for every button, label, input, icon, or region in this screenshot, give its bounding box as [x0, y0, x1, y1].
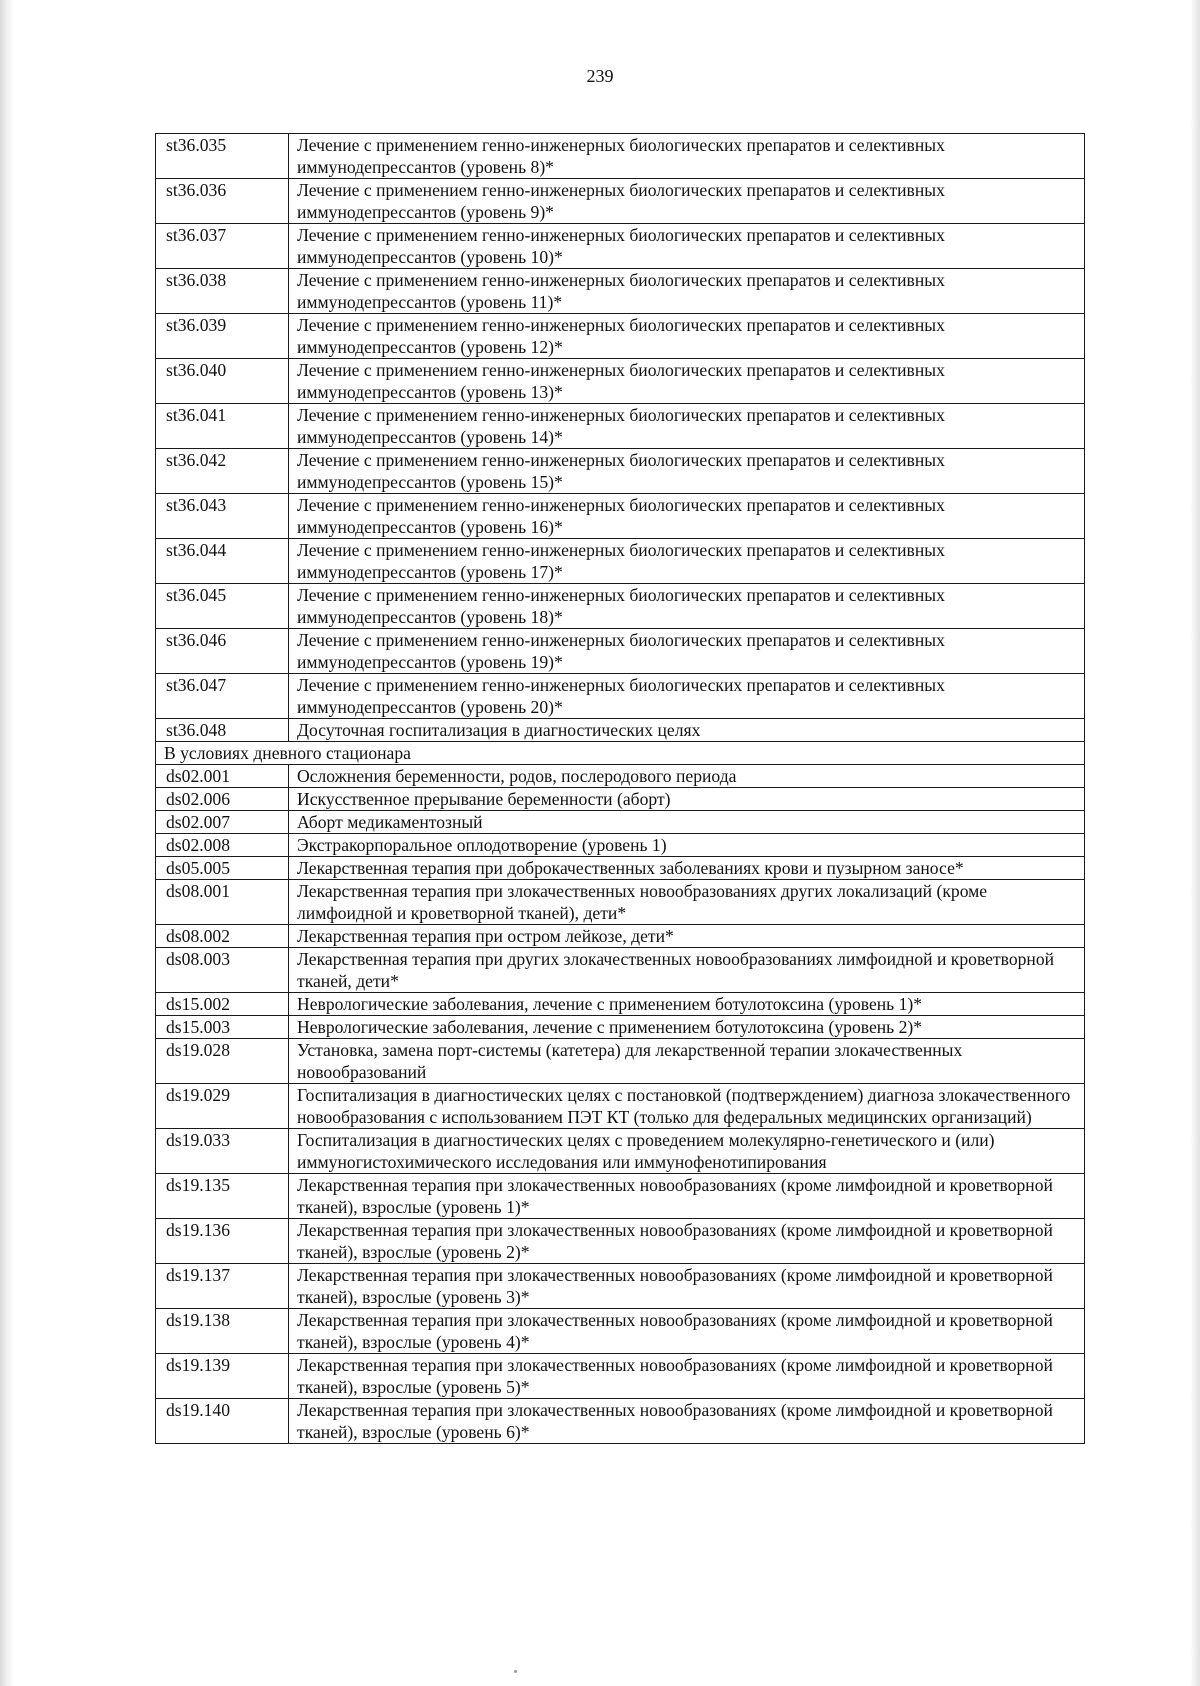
- name-cell: Госпитализация в диагностических целях с проведением молекулярно-генетического и (или) иммуногистохимического исследования или иммунофенотипирования: [289, 1129, 1085, 1174]
- code-cell: st36.042: [156, 449, 289, 494]
- table-row: [156, 179, 1085, 224]
- code-cell: ds19.029: [156, 1084, 289, 1129]
- table-row: [156, 880, 1085, 925]
- table-row: [156, 834, 1085, 857]
- name-cell: Лечение с применением генно-инженерных биологических препаратов и селективных иммунодепрессантов (уровень 10)*: [289, 224, 1085, 269]
- table-row: [156, 449, 1085, 494]
- code-cell: ds19.028: [156, 1039, 289, 1084]
- table-row: [156, 948, 1085, 993]
- table-row: [156, 1399, 1085, 1444]
- code-cell: st36.041: [156, 404, 289, 449]
- name-cell: Лечение с применением генно-инженерных биологических препаратов и селективных иммунодепрессантов (уровень 15)*: [289, 449, 1085, 494]
- table-row: [156, 674, 1085, 719]
- table-row: [156, 539, 1085, 584]
- table-row: [156, 1016, 1085, 1039]
- code-cell: st36.035: [156, 134, 289, 179]
- code-cell: st36.040: [156, 359, 289, 404]
- table-row: [156, 811, 1085, 834]
- table-row: [156, 1264, 1085, 1309]
- codes-table: [155, 133, 1085, 1444]
- table-row: [156, 1174, 1085, 1219]
- table-row: [156, 224, 1085, 269]
- table-row: [156, 314, 1085, 359]
- table-row: [156, 359, 1085, 404]
- name-cell: Неврологические заболевания, лечение с применением ботулотоксина (уровень 2)*: [289, 1016, 1085, 1039]
- code-cell: ds02.007: [156, 811, 289, 834]
- code-cell: ds19.033: [156, 1129, 289, 1174]
- table-row: [156, 765, 1085, 788]
- table-row: [156, 269, 1085, 314]
- section-title: В условиях дневного стационара: [156, 742, 1085, 765]
- name-cell: Лекарственная терапия при злокачественных новообразованиях (кроме лимфоидной и кроветворной тканей), взрослые (уровень 5)*: [289, 1354, 1085, 1399]
- code-cell: st36.036: [156, 179, 289, 224]
- table-row: [156, 719, 1085, 742]
- name-cell: Лечение с применением генно-инженерных биологических препаратов и селективных иммунодепрессантов (уровень 14)*: [289, 404, 1085, 449]
- name-cell: Лечение с применением генно-инженерных биологических препаратов и селективных иммунодепрессантов (уровень 9)*: [289, 179, 1085, 224]
- code-cell: ds15.003: [156, 1016, 289, 1039]
- code-cell: st36.048: [156, 719, 289, 742]
- code-cell: st36.047: [156, 674, 289, 719]
- name-cell: Лечение с применением генно-инженерных биологических препаратов и селективных иммунодепрессантов (уровень 11)*: [289, 269, 1085, 314]
- table-row: [156, 584, 1085, 629]
- code-cell: ds08.001: [156, 880, 289, 925]
- scan-edge-right: [1190, 0, 1200, 1686]
- name-cell: Лекарственная терапия при остром лейкозе, дети*: [289, 925, 1085, 948]
- table-row: [156, 925, 1085, 948]
- table-row: [156, 629, 1085, 674]
- code-cell: st36.039: [156, 314, 289, 359]
- name-cell: Лечение с применением генно-инженерных биологических препаратов и селективных иммунодепрессантов (уровень 8)*: [289, 134, 1085, 179]
- table-row: [156, 1354, 1085, 1399]
- code-cell: ds19.140: [156, 1399, 289, 1444]
- table-row: [156, 1219, 1085, 1264]
- code-cell: ds19.139: [156, 1354, 289, 1399]
- scan-speck: [514, 1670, 517, 1673]
- scan-edge-left: [0, 0, 14, 1686]
- code-cell: ds19.138: [156, 1309, 289, 1354]
- table-row: [156, 1084, 1085, 1129]
- code-cell: ds08.003: [156, 948, 289, 993]
- table-row: [156, 494, 1085, 539]
- section-row: [156, 742, 1085, 765]
- table-row: [156, 993, 1085, 1016]
- name-cell: Лекарственная терапия при доброкачественных заболеваниях крови и пузырном заносе*: [289, 857, 1085, 880]
- table-row: [156, 1129, 1085, 1174]
- name-cell: Лечение с применением генно-инженерных биологических препаратов и селективных иммунодепрессантов (уровень 20)*: [289, 674, 1085, 719]
- table-row: [156, 857, 1085, 880]
- code-cell: ds15.002: [156, 993, 289, 1016]
- name-cell: Аборт медикаментозный: [289, 811, 1085, 834]
- name-cell: Лекарственная терапия при злокачественных новообразованиях (кроме лимфоидной и кроветворной тканей), взрослые (уровень 2)*: [289, 1219, 1085, 1264]
- name-cell: Лечение с применением генно-инженерных биологических препаратов и селективных иммунодепрессантов (уровень 12)*: [289, 314, 1085, 359]
- table-body: [156, 134, 1085, 1444]
- code-cell: ds05.005: [156, 857, 289, 880]
- code-cell: ds02.008: [156, 834, 289, 857]
- table-row: [156, 788, 1085, 811]
- name-cell: Лечение с применением генно-инженерных биологических препаратов и селективных иммунодепрессантов (уровень 17)*: [289, 539, 1085, 584]
- name-cell: Искусственное прерывание беременности (аборт): [289, 788, 1085, 811]
- code-cell: st36.038: [156, 269, 289, 314]
- name-cell: Лечение с применением генно-инженерных биологических препаратов и селективных иммунодепрессантов (уровень 16)*: [289, 494, 1085, 539]
- code-cell: st36.045: [156, 584, 289, 629]
- code-cell: st36.046: [156, 629, 289, 674]
- table-row: [156, 1039, 1085, 1084]
- name-cell: Неврологические заболевания, лечение с применением ботулотоксина (уровень 1)*: [289, 993, 1085, 1016]
- name-cell: Лечение с применением генно-инженерных биологических препаратов и селективных иммунодепрессантов (уровень 18)*: [289, 584, 1085, 629]
- code-cell: st36.037: [156, 224, 289, 269]
- name-cell: Лекарственная терапия при злокачественных новообразованиях (кроме лимфоидной и кроветворной тканей), взрослые (уровень 1)*: [289, 1174, 1085, 1219]
- code-cell: st36.044: [156, 539, 289, 584]
- code-cell: ds08.002: [156, 925, 289, 948]
- table-row: [156, 134, 1085, 179]
- name-cell: Госпитализация в диагностических целях с постановкой (подтверждением) диагноза злокачественного новообразования с использованием ПЭТ КТ (только для федеральных медицинских организаций): [289, 1084, 1085, 1129]
- name-cell: Экстракорпоральное оплодотворение (уровень 1): [289, 834, 1085, 857]
- name-cell: Лекарственная терапия при злокачественных новообразованиях других локализаций (кроме лимфоидной и кроветворной тканей), дети*: [289, 880, 1085, 925]
- table-row: [156, 404, 1085, 449]
- page-number: 239: [586, 66, 614, 86]
- code-cell: ds19.136: [156, 1219, 289, 1264]
- code-cell: ds19.135: [156, 1174, 289, 1219]
- name-cell: Досуточная госпитализация в диагностических целях: [289, 719, 1085, 742]
- name-cell: Лекарственная терапия при злокачественных новообразованиях (кроме лимфоидной и кроветворной тканей), взрослые (уровень 4)*: [289, 1309, 1085, 1354]
- code-cell: ds02.006: [156, 788, 289, 811]
- code-cell: ds19.137: [156, 1264, 289, 1309]
- code-cell: ds02.001: [156, 765, 289, 788]
- table-row: [156, 1309, 1085, 1354]
- name-cell: Лечение с применением генно-инженерных биологических препаратов и селективных иммунодепрессантов (уровень 19)*: [289, 629, 1085, 674]
- name-cell: Осложнения беременности, родов, послеродового периода: [289, 765, 1085, 788]
- code-cell: st36.043: [156, 494, 289, 539]
- name-cell: Установка, замена порт-системы (катетера) для лекарственной терапии злокачественных новообразований: [289, 1039, 1085, 1084]
- name-cell: Лекарственная терапия при злокачественных новообразованиях (кроме лимфоидной и кроветворной тканей), взрослые (уровень 6)*: [289, 1399, 1085, 1444]
- name-cell: Лекарственная терапия при других злокачественных новообразованиях лимфоидной и кроветворной тканей, дети*: [289, 948, 1085, 993]
- name-cell: Лекарственная терапия при злокачественных новообразованиях (кроме лимфоидной и кроветворной тканей), взрослые (уровень 3)*: [289, 1264, 1085, 1309]
- name-cell: Лечение с применением генно-инженерных биологических препаратов и селективных иммунодепрессантов (уровень 13)*: [289, 359, 1085, 404]
